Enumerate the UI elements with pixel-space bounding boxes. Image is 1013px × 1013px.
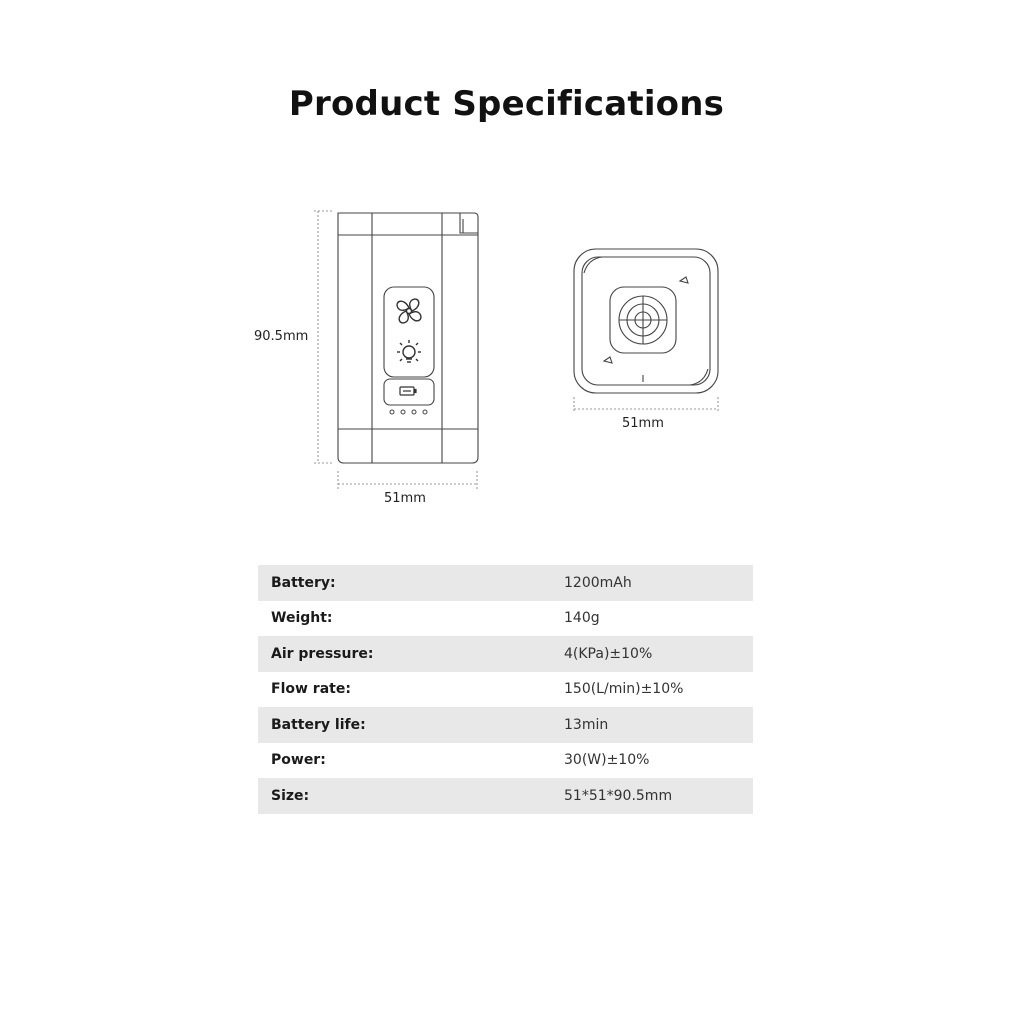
spec-row-weight [258,601,753,637]
spec-row-flow-rate [258,672,753,708]
height-dimension-label: 90.5mm [254,329,309,344]
spec-label: Weight: [271,610,333,627]
page-title: Product Specifications [288,84,725,124]
corner-notch [584,257,602,273]
spec-row-size [258,778,753,814]
light-bulb-icon [397,340,421,362]
power-dots-icon [390,410,427,414]
spec-value: 13min [564,716,609,733]
device-body-outline [338,213,478,463]
spec-label: Battery: [271,574,336,591]
spec-label: Battery life: [271,716,366,733]
spec-value: 140g [564,610,600,627]
spec-label: Size: [271,787,310,804]
battery-indicator-icon [400,387,416,395]
spec-row-air-pressure [258,636,753,672]
spec-row-battery [258,565,753,601]
spec-value: 51*51*90.5mm [564,787,673,804]
top-view-drawing [568,245,728,425]
spec-label: Air pressure: [271,645,374,662]
top-width-dimension-label: 51mm [622,416,664,431]
spec-row-battery-life [258,707,753,743]
spec-label: Flow rate: [271,681,351,698]
side-view-drawing [312,205,492,495]
spec-value: 4(KPa)±10% [564,645,653,662]
spec-label: Power: [271,752,326,769]
device-top-outline [574,249,718,393]
spec-value: 150(L/min)±10% [564,681,684,698]
control-panel [384,287,434,377]
side-width-dimension-label: 51mm [384,491,426,506]
spec-table [258,565,753,814]
battery-panel [384,379,434,405]
spec-value: 1200mAh [564,574,632,591]
spec-row-power [258,743,753,779]
fan-icon [397,299,421,323]
spec-value: 30(W)±10% [564,752,650,769]
